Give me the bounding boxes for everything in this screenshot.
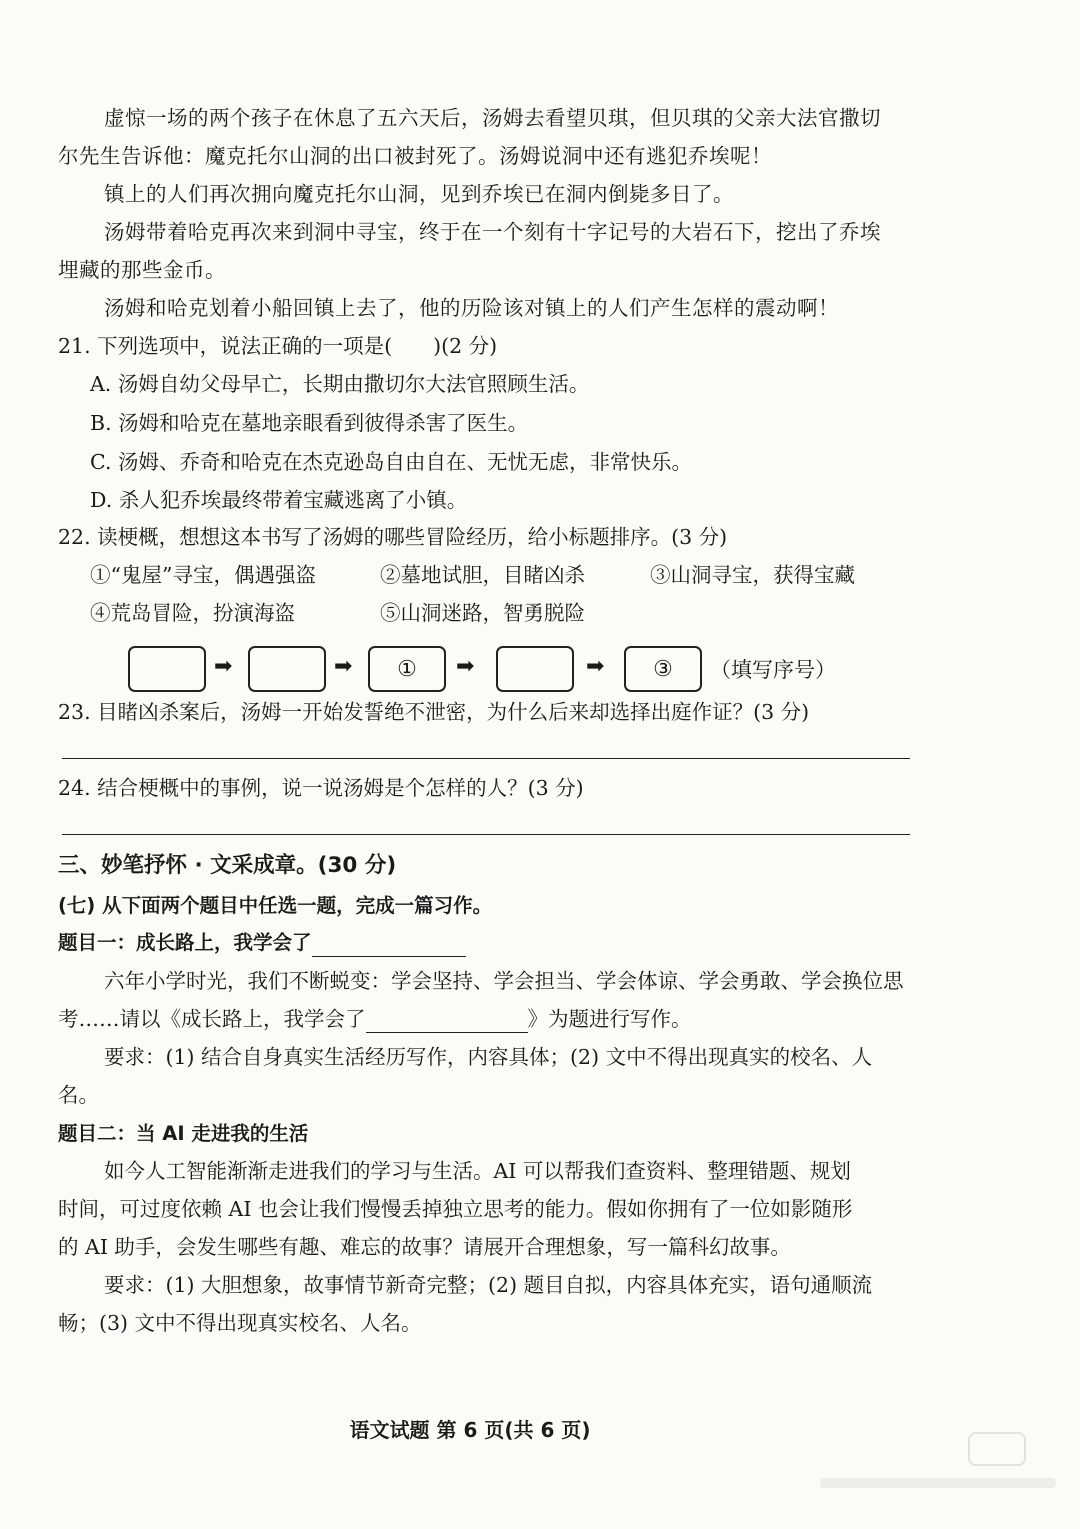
story-p1-line2: 尔先生告诉他：魔克托尔山洞的出口被封死了。汤姆说洞中还有逃犯乔埃呢！: [58, 144, 772, 168]
section3-subtitle: (七) 从下面两个题目中任选一题，完成一篇习作。: [58, 894, 493, 917]
q21-option-b: B. 汤姆和哈克在墓地亲眼看到彼得杀害了医生。: [90, 411, 529, 435]
page-footer: 语文试题 第 6 页(共 6 页): [349, 1418, 591, 1442]
q21-option-d: D. 杀人犯乔埃最终带着宝藏逃离了小镇。: [90, 488, 468, 512]
topic2-line2: 时间，可过度依赖 AI 也会让我们慢慢丢掉独立思考的能力。假如你拥有了一位如影随形: [58, 1197, 853, 1221]
topic2-title: 题目二：当 AI 走进我的生活: [58, 1122, 309, 1145]
fill-note: （填写序号）: [710, 658, 836, 682]
story-p3-line1: 汤姆带着哈克再次来到洞中寻宝，终于在一个刻有十字记号的大岩石下，挖出了乔埃: [104, 220, 881, 244]
topic2-requirement-line1: 要求：(1) 大胆想象，故事情节新奇完整；(2) 题目自拟，内容具体充实，语句通顺流: [104, 1273, 873, 1297]
q24-answer-line[interactable]: [62, 834, 910, 835]
arrow-icon: ➡: [456, 654, 475, 679]
seq-box-1[interactable]: [128, 646, 206, 692]
q22-item-3: ③山洞寻宝，获得宝藏: [650, 563, 855, 587]
q23-answer-line[interactable]: [62, 758, 910, 759]
q21-option-a: A. 汤姆自幼父母早亡，长期由撒切尔大法官照顾生活。: [90, 372, 590, 396]
topic2-requirement-line2: 畅；(3) 文中不得出现真实校名、人名。: [58, 1311, 422, 1335]
q22-stem: 22. 读梗概，想想这本书写了汤姆的哪些冒险经历，给小标题排序。(3 分): [58, 525, 728, 549]
seq-box-3: ①: [368, 646, 446, 692]
topic1-requirement-line2: 名。: [58, 1083, 99, 1107]
arrow-icon: ➡: [586, 654, 605, 679]
q22-sequence: [128, 646, 888, 692]
topic1-requirement-line1: 要求：(1) 结合自身真实生活经历写作，内容具体；(2) 文中不得出现真实的校名、人: [104, 1045, 873, 1069]
story-p3-line2: 埋藏的那些金币。: [58, 258, 226, 282]
watermark-logo-icon: [968, 1432, 1026, 1466]
q22-items-row2: [90, 599, 950, 627]
q22-item-2: ②墓地试胆，目睹凶杀: [380, 563, 585, 587]
q21-stem: 21. 下列选项中，说法正确的一项是( )(2 分): [58, 334, 498, 358]
arrow-icon: ➡: [214, 654, 233, 679]
q22-item-5: ⑤山洞迷路，智勇脱险: [380, 601, 585, 625]
q22-item-1: ①“鬼屋”寻宝，偶遇强盗: [90, 563, 316, 587]
story-p2: 镇上的人们再次拥向魔克托尔山洞，见到乔埃已在洞内倒毙多日了。: [104, 182, 734, 206]
story-p4: 汤姆和哈克划着小船回镇上去了，他的历险该对镇上的人们产生怎样的震动啊！: [104, 296, 839, 320]
topic2-line1: 如今人工智能渐渐走进我们的学习与生活。AI 可以帮我们查资料、整理错题、规划: [104, 1159, 851, 1183]
topic1-line2-start: 考……请以《成长路上，我学会了: [58, 1007, 366, 1031]
q21-option-c: C. 汤姆、乔奇和哈克在杰克逊岛自由自在、无忧无虑，非常快乐。: [90, 450, 692, 474]
topic1-inline-blank: [366, 1010, 528, 1033]
q23-stem: 23. 目睹凶杀案后，汤姆一开始发誓绝不泄密，为什么后来却选择出庭作证？(3 分): [58, 700, 810, 724]
section3-title: 三、妙笔抒怀 · 文采成章。(30 分): [58, 853, 397, 878]
q22-items-row1: [90, 561, 950, 589]
q24-stem: 24. 结合梗概中的事例，说一说汤姆是个怎样的人？(3 分): [58, 776, 584, 800]
topic2-line3: 的 AI 助手，会发生哪些有趣、难忘的故事？请展开合理想象，写一篇科幻故事。: [58, 1235, 791, 1259]
topic1-title-blank: [312, 934, 466, 957]
q22-item-4: ④荒岛冒险，扮演海盗: [90, 601, 295, 625]
topic1-line2-end: 》为题进行写作。: [527, 1007, 692, 1031]
topic1-line1: 六年小学时光，我们不断蜕变：学会坚持、学会担当、学会体谅、学会勇敢、学会换位思: [104, 969, 904, 993]
story-p1-line1: 虚惊一场的两个孩子在休息了五六天后，汤姆去看望贝琪，但贝琪的父亲大法官撒切: [104, 106, 881, 130]
seq-box-5: ③: [624, 646, 702, 692]
topic1-title-text: 题目一：成长路上，我学会了: [58, 931, 312, 954]
seq-box-2[interactable]: [248, 646, 326, 692]
seq-box-4[interactable]: [496, 646, 574, 692]
arrow-icon: ➡: [334, 654, 353, 679]
topic1-title: [58, 929, 918, 957]
topic1-line2: [58, 1005, 918, 1033]
watermark-strip: [820, 1478, 1056, 1488]
